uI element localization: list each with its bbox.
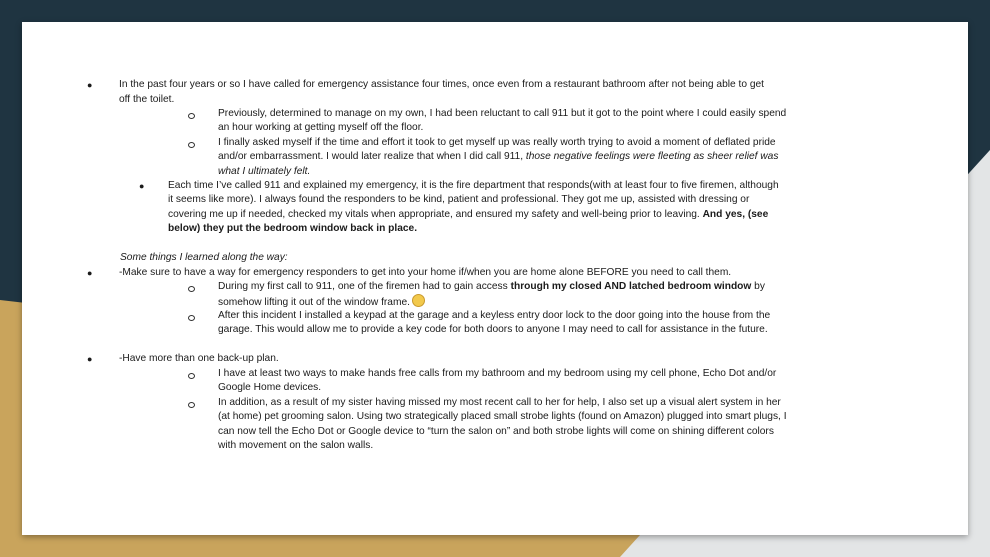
text-span: somehow lifting it out of the window frame. [218, 297, 410, 308]
slide-canvas [22, 22, 968, 535]
text-line: garage. This would allow me to provide a key code for both doors to anyone I may need to call for assistance in the future. [218, 324, 768, 335]
bullet-dot: ● [87, 268, 93, 278]
italic-span: Some things I learned along the way: [120, 252, 288, 263]
bullet-dot: ● [139, 181, 145, 191]
text-line: off the toilet. [119, 94, 175, 105]
bullet-circle [188, 142, 195, 148]
text-line: Each time I’ve called 911 and explained my emergency, it is the fire department that responds(with at least four to five firemen, although [168, 180, 779, 191]
bullet-circle [188, 373, 195, 379]
text-line: it seems like more). I always found the responders to be kind, patient and professional. They got me up, assisted with dressing or [168, 194, 750, 205]
text-line: with movement on the salon walls. [218, 440, 374, 451]
text-line: (at home) pet grooming salon. Using two strategically placed small strobe lights (found on Amazon) plugged into smart plugs, I [218, 411, 787, 422]
section-heading [120, 251, 288, 265]
text-line: I finally asked myself if the time and effort it took to get myself up was really worth trying to avoid a moment of deflated pride [218, 137, 776, 148]
text-span: and/or embarrassment. I would later realize that when I did call 911, [218, 151, 526, 162]
text-span: by [751, 281, 765, 292]
text-line [168, 222, 417, 236]
text-line: can now tell the Echo Dot or Google device to “turn the salon on” and both strobe lights will come on shining different colors [218, 426, 774, 437]
text-line: -Make sure to have a way for emergency responders to get into your home if/when you are home alone BEFORE you need to call them. [119, 267, 732, 278]
text-line [218, 165, 310, 179]
text-span: During my first call to 911, one of the firemen had to gain access [218, 281, 511, 292]
flushed-face-emoji-icon [412, 294, 425, 307]
bold-span: And yes, (see [702, 209, 769, 220]
text-span: covering me up if needed, checked my vitals when appropriate, and ensured my safety and well-being prior to leaving. [168, 209, 703, 220]
bullet-circle [188, 286, 195, 292]
text-line: Google Home devices. [218, 382, 322, 393]
bold-span: through my closed AND latched bedroom window [510, 281, 752, 292]
text-line: After this incident I installed a keypad at the garage and a keyless entry door lock to the door going into the house from the [218, 310, 771, 321]
bold-span: below) they put the bedroom window back in place. [168, 223, 418, 234]
text-line: I have at least two ways to make hands free calls from my bathroom and my bedroom using my cell phone, Echo Dot and/or [218, 368, 777, 379]
italic-span: what I ultimately felt. [218, 166, 311, 177]
bullet-dot: ● [87, 80, 93, 90]
text-line: In addition, as a result of my sister having missed my most recent call to her for help, I also set up a visual alert system in her [218, 397, 781, 408]
slide-content [22, 22, 968, 535]
bullet-circle [188, 315, 195, 321]
italic-span: those negative feelings were fleeting as sheer relief was [525, 151, 779, 162]
text-line [168, 208, 768, 222]
text-line: Previously, determined to manage on my own, I had been reluctant to call 911 but it got to the point where I could easily spend [218, 108, 787, 119]
text-line [218, 150, 778, 164]
bullet-circle [188, 113, 195, 119]
text-line: In the past four years or so I have called for emergency assistance four times, once even from a restaurant bathroom after not being able to get [119, 79, 764, 90]
bullet-dot: ● [87, 354, 93, 364]
text-line: an hour working at getting myself off the floor. [218, 122, 424, 133]
text-line: -Have more than one back-up plan. [119, 353, 279, 364]
bullet-circle [188, 402, 195, 408]
text-line [218, 294, 425, 310]
text-line [218, 280, 765, 294]
